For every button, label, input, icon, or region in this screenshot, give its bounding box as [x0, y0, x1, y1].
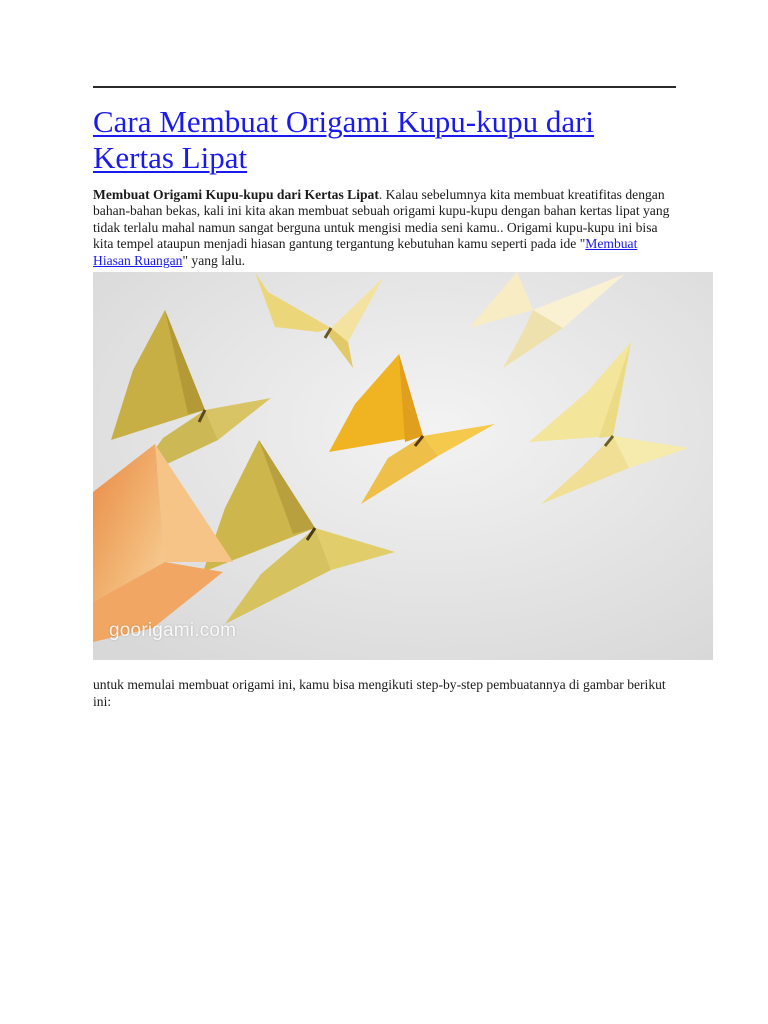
intro-text-end: " yang lalu.	[182, 252, 246, 268]
article-title-link[interactable]: Cara Membuat Origami Kupu-kupu dari Kertas Lipat	[93, 104, 595, 175]
hiasan-ruangan-link[interactable]: Membuat Hiasan Ruangan	[93, 236, 638, 268]
photo-watermark: goorigami.com	[109, 620, 237, 641]
origami-butterflies-photo	[93, 272, 713, 660]
horizontal-rule	[93, 86, 676, 88]
intro-paragraph	[93, 187, 678, 269]
intro-text: . Kalau sebelumnya kita membuat kreatifitas dengan bahan-bahan bekas, kali ini kita akan membuat sebuah origami kupu-kupu dengan bahan kertas lipat yang tidak terlalu mahal namun sangat berguna untuk mengisi media seni kamu.. Origami kupu-kupu ini bisa kita tempel ataupun menjadi hiasan gantung tergantung kebutuhan kamu seperti pada ide "	[93, 187, 670, 252]
intro-lead-bold: Membuat Origami Kupu-kupu dari Kertas Lipat	[93, 187, 379, 202]
outro-paragraph: untuk memulai membuat origami ini, kamu bisa mengikuti step-by-step pembuatannya di gambar berikut ini:	[93, 677, 666, 709]
butterflies-illustration	[93, 272, 713, 660]
